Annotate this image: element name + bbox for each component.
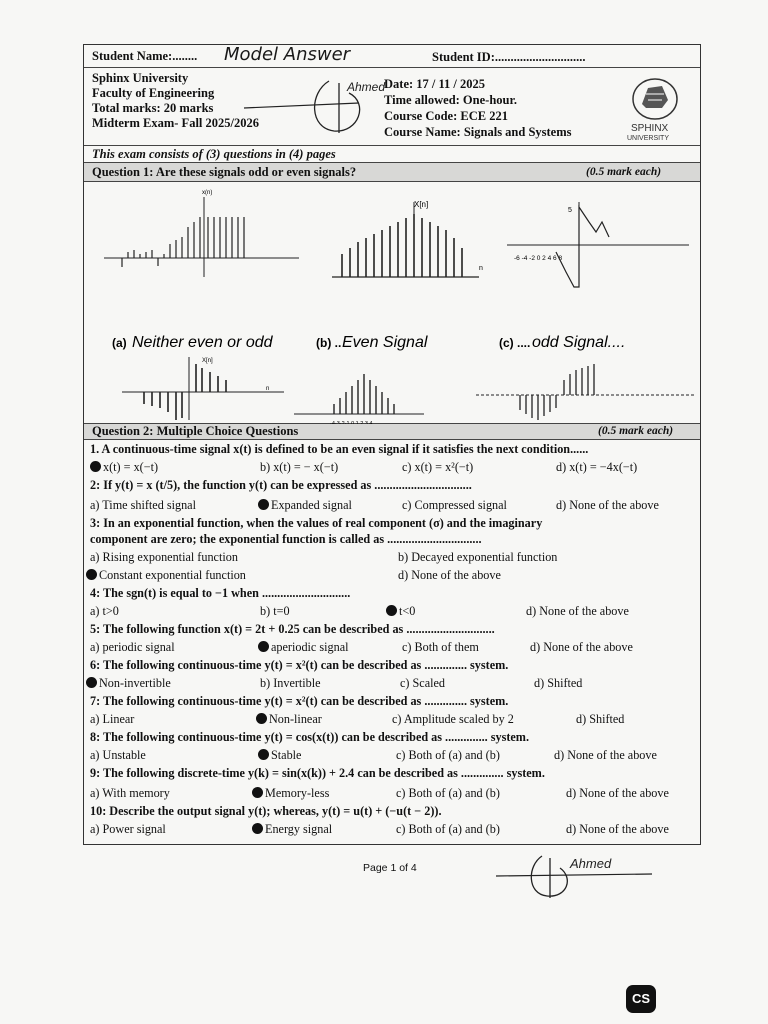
plot-f: [476, 364, 694, 420]
mcq-6-option-a-text: Non-invertible: [99, 676, 171, 690]
header-signature: Ahmed: [347, 80, 386, 94]
plot-d-top-label: X[n]: [202, 358, 213, 364]
q2-body: [84, 440, 700, 844]
mcq-2-question: 2: If y(t) = x (t/5), the function y(t) can be expressed as ................................: [90, 478, 472, 492]
mcq-6-option-b[interactable]: b) Invertible: [260, 676, 321, 690]
plot-a: [104, 190, 299, 277]
mcq-4-option-d[interactable]: d) None of the above: [526, 604, 629, 618]
exam-title: Midterm Exam- Fall 2025/2026: [92, 116, 259, 130]
mcq-9-option-a[interactable]: a) With memory: [90, 786, 170, 800]
mcq-5-option-a[interactable]: a) periodic signal: [90, 640, 175, 654]
mcq-8-option-a[interactable]: a) Unstable: [90, 748, 146, 762]
q2-heading-row: [84, 424, 700, 440]
plot-c: [507, 202, 689, 287]
plot-b-top-label: X[n]: [414, 200, 429, 209]
selected-mark-icon: [258, 749, 269, 760]
plot-c-top-label: 5: [568, 207, 572, 214]
mcq-4-option-c[interactable]: [386, 604, 415, 619]
mcq-3-option-a[interactable]: a) Rising exponential function: [90, 550, 238, 564]
mcq-3-option-b[interactable]: b) Decayed exponential function: [398, 550, 558, 564]
mcq-7-option-d[interactable]: d) Shifted: [576, 712, 625, 726]
mcq-6-option-a[interactable]: [86, 676, 171, 691]
mcq-9-option-d[interactable]: d) None of the above: [566, 786, 669, 800]
plot-d-axis-label: n: [266, 386, 270, 392]
student-name-label: Student Name:........: [92, 49, 198, 63]
mcq-7-option-b[interactable]: [256, 712, 322, 727]
logo-text-university: UNIVERSITY: [627, 135, 670, 142]
plot-e-ticks: -4-3-2-1 0 1 2 3 4: [330, 421, 373, 424]
mcq-9-option-b-text: Memory-less: [265, 786, 330, 800]
mcq-5-option-b[interactable]: [258, 640, 349, 655]
mcq-5-option-b-text: aperiodic signal: [271, 640, 349, 654]
plot-d: [122, 357, 284, 420]
q1-b-answer: Even Signal: [342, 334, 428, 351]
exam-intro-row: [84, 146, 700, 163]
mcq-10-option-c[interactable]: c) Both of (a) and (b): [396, 822, 500, 836]
selected-mark-icon: [90, 461, 101, 472]
mcq-9-option-b[interactable]: [252, 786, 329, 801]
mcq-2-option-d[interactable]: d) None of the above: [556, 498, 659, 512]
mcq-7-option-b-text: Non-linear: [269, 712, 322, 726]
q1-a-answer: Neither even or odd: [132, 334, 273, 351]
mcq-10-option-b[interactable]: [252, 822, 332, 837]
mcq-2-option-a[interactable]: a) Time shifted signal: [90, 498, 196, 512]
mcq-4-option-b[interactable]: b) t=0: [260, 604, 290, 618]
mcq-2-option-c[interactable]: c) Compressed signal: [402, 498, 507, 512]
exam-date: Date: 17 / 11 / 2025: [384, 77, 486, 91]
mcq-1-option-a[interactable]: [90, 460, 158, 475]
q1-c-label: (c) ....: [499, 336, 531, 350]
mcq-4-option-c-text: t<0: [399, 604, 416, 618]
total-marks: Total marks: 20 marks: [92, 101, 214, 115]
selected-mark-icon: [252, 787, 263, 798]
q1-a-label: (a): [112, 336, 127, 350]
q1-marks: (0.5 mark each): [586, 166, 662, 178]
mcq-3-question: 3: In an exponential function, when the values of real component (σ) and the imaginary: [90, 516, 543, 530]
mcq-4-option-a[interactable]: a) t>0: [90, 604, 119, 618]
selected-mark-icon: [86, 569, 97, 580]
selected-mark-icon: [252, 823, 263, 834]
mcq-10-option-a[interactable]: a) Power signal: [90, 822, 166, 836]
faculty-name: Faculty of Engineering: [92, 86, 215, 100]
q1-signal-plots: [84, 182, 700, 424]
mcq-1-option-a-text: x(t) = x(−t): [103, 460, 159, 474]
mcq-8-option-b[interactable]: [258, 748, 301, 763]
course-name: Course Name: Signals and Systems: [384, 125, 572, 139]
q1-body: [84, 182, 700, 424]
mcq-1-option-c[interactable]: c) x(t) = x²(−t): [402, 460, 474, 474]
mcq-6-option-c[interactable]: c) Scaled: [400, 676, 446, 690]
mcq-5-question: 5: The following function x(t) = 2t + 0.25 can be described as .............................: [90, 622, 495, 636]
mcq-10-option-d[interactable]: d) None of the above: [566, 822, 669, 836]
q2-marks: (0.5 mark each): [598, 425, 674, 437]
footer-signature: [492, 848, 662, 904]
time-allowed: Time allowed: One-hour.: [384, 93, 517, 107]
student-name-value: Model Answer: [224, 44, 351, 65]
mcq-3-option-c-text: Constant exponential function: [99, 568, 246, 582]
signature-mark: [239, 73, 389, 143]
plot-b-axis-label: n: [479, 265, 483, 272]
selected-mark-icon: [258, 641, 269, 652]
mcq-1-option-b[interactable]: b) x(t) = − x(−t): [260, 460, 339, 474]
exam-frame: [83, 44, 701, 845]
mcq-3-option-c[interactable]: [86, 568, 246, 583]
mcq-8-question: 8: The following continuous-time y(t) = cos(x(t)) can be described as .............. system.: [90, 730, 530, 744]
mcq-2-option-b[interactable]: [258, 498, 352, 513]
mcq-8-option-b-text: Stable: [271, 748, 302, 762]
mcq-9-option-c[interactable]: c) Both of (a) and (b): [396, 786, 500, 800]
mcq-8-option-d[interactable]: d) None of the above: [554, 748, 657, 762]
q2-title: Question 2: Multiple Choice Questions: [92, 424, 299, 438]
q1-c-answer: odd Signal....: [532, 334, 626, 351]
selected-mark-icon: [258, 499, 269, 510]
q1-title: Question 1: Are these signals odd or even signals?: [92, 165, 357, 179]
mcq-5-option-d[interactable]: d) None of the above: [530, 640, 633, 654]
mcq-8-option-c[interactable]: c) Both of (a) and (b): [396, 748, 500, 762]
plot-c-ticks: -6 -4 -2 0 2 4 6 8: [514, 255, 563, 262]
mcq-6-question: 6: The following continuous-time y(t) = x²(t) can be described as .............. system.: [90, 658, 509, 672]
mcq-4-question: 4: The sgn(t) is equal to −1 when .............................: [90, 586, 351, 600]
plot-a-top-label: x(n): [202, 190, 213, 196]
mcq-3-option-d[interactable]: d) None of the above: [398, 568, 501, 582]
selected-mark-icon: [86, 677, 97, 688]
mcq-1-question: 1. A continuous-time signal x(t) is defined to be an even signal if it satisfies the next condition......: [90, 442, 589, 456]
mcq-1-option-d[interactable]: d) x(t) = −4x(−t): [556, 460, 638, 474]
selected-mark-icon: [256, 713, 267, 724]
student-info-row: [84, 45, 700, 68]
footer-signature-text: Ahmed: [570, 856, 612, 871]
mcq-5-option-c[interactable]: c) Both of them: [402, 640, 479, 654]
logo-text-sphinx: SPHINX: [631, 123, 669, 134]
mcq-7-option-c[interactable]: c) Amplitude scaled by 2: [392, 712, 514, 726]
mcq-10-option-b-text: Energy signal: [265, 822, 333, 836]
page-number: Page 1 of 4: [363, 862, 417, 874]
mcq-3-question-cont: component are zero; the exponential function is called as ...............................: [90, 532, 482, 546]
plot-e: [294, 374, 424, 424]
exam-info-block: [84, 68, 700, 146]
selected-mark-icon: [386, 605, 397, 616]
plot-b: [332, 200, 483, 277]
mcq-7-question: 7: The following continuous-time y(t) = x²(t) can be described as .............. system.: [90, 694, 509, 708]
course-code: Course Code: ECE 221: [384, 109, 508, 123]
mcq-9-question: 9: The following discrete-time y(k) = sin(x(k)) + 2.4 can be described as .............. system.: [90, 766, 545, 780]
student-id-label: Student ID:.............................: [432, 50, 586, 64]
mcq-7-option-a[interactable]: a) Linear: [90, 712, 135, 726]
exam-intro: This exam consists of (3) questions in (4) pages: [92, 147, 336, 161]
camscanner-badge: CS: [626, 985, 656, 1013]
q1-heading-row: [84, 163, 700, 182]
mcq-2-option-b-text: Expanded signal: [271, 498, 352, 512]
university-name: Sphinx University: [92, 71, 189, 85]
q1-b-label: (b) ..: [316, 336, 342, 350]
mcq-6-option-d[interactable]: d) Shifted: [534, 676, 583, 690]
university-logo: [622, 74, 692, 144]
mcq-10-question: 10: Describe the output signal y(t); whereas, y(t) = u(t) + (−u(t − 2)).: [90, 804, 442, 818]
